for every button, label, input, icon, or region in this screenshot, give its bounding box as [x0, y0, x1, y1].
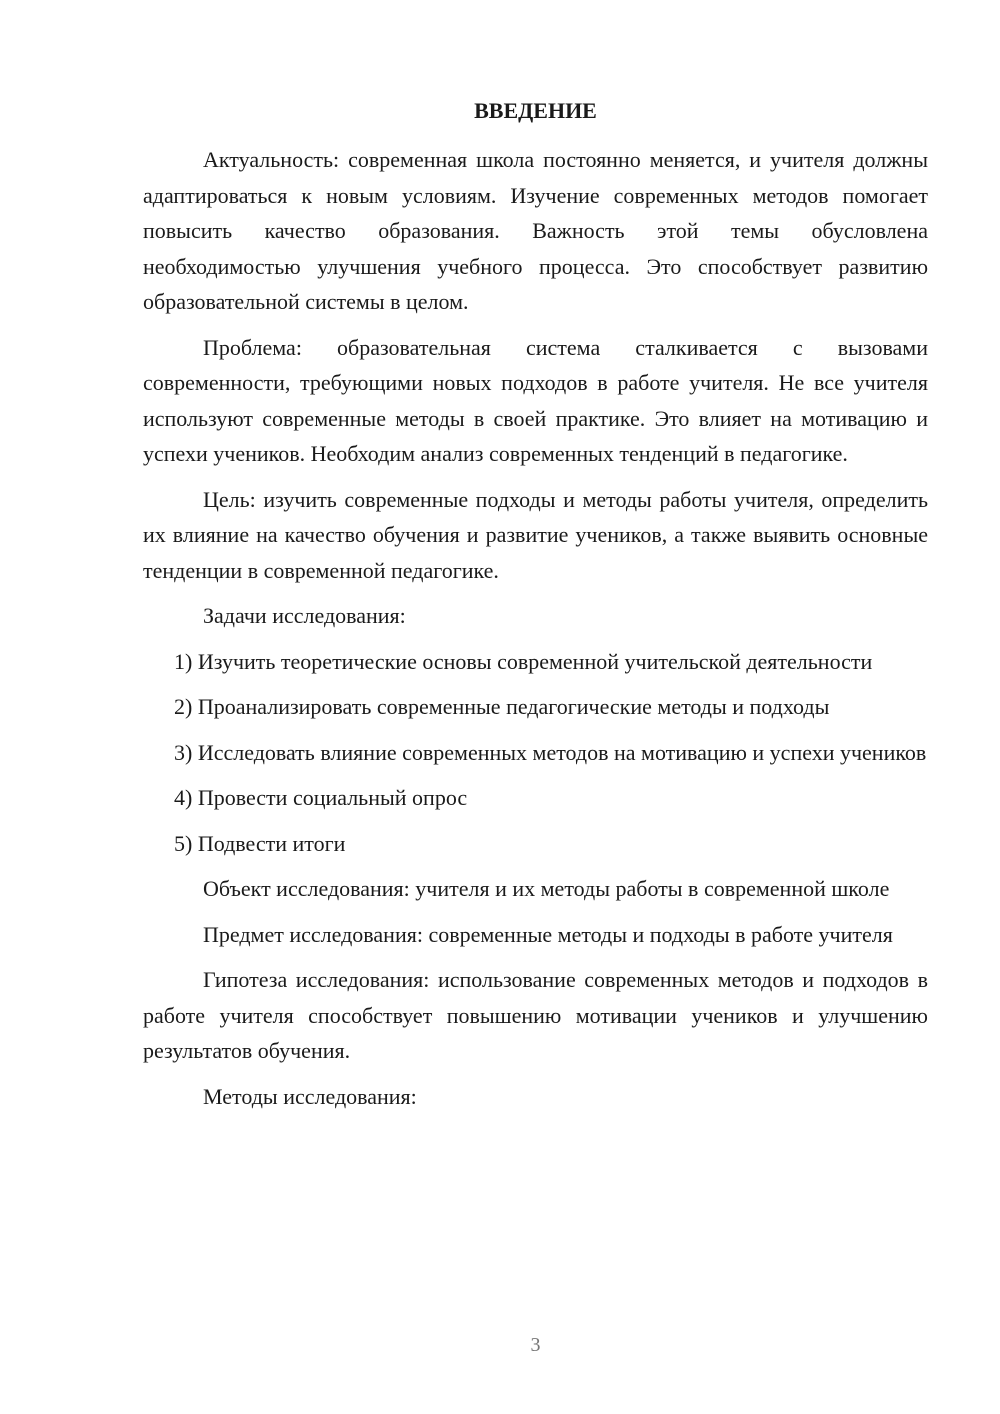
goal-paragraph: Цель: изучить современные подходы и методы работы учителя, определить их влияние на качество обучения и развитие учеников, а также выявить основные тенденции в современной педагогике. [143, 486, 928, 583]
task-item-3: 3) Исследовать влияние современных методов на мотивацию и успехи учеников [174, 739, 927, 765]
task-item-1: 1) Изучить теоретические основы современной учительской деятельности [174, 648, 873, 674]
task-item-5: 5) Подвести итоги [174, 830, 346, 856]
task-item-4: 4) Провести социальный опрос [174, 785, 468, 810]
subject-paragraph: Предмет исследования: современные методы и подходы в работе учителя [203, 921, 893, 947]
tasks-heading: Задачи исследования: [203, 603, 406, 628]
relevance-paragraph: Актуальность: современная школа постоянно меняется, и учителя должны адаптироваться к новым условиям. Изучение современных методов помогает повысить качество образования. Важность этой темы обусловлена необходимостью улучшения учебного процесса. Это способствует развитию образовательной системы в целом. [143, 147, 928, 314]
hypothesis-paragraph: Гипотеза исследования: использование современных методов и подходов в работе учителя способствует повышению мотивации учеников и улучшению результатов обучения. [143, 967, 928, 1063]
object-paragraph: Объект исследования: учителя и их методы работы в современной школе [203, 876, 890, 901]
task-item-2: 2) Проанализировать современные педагогические методы и подходы [174, 694, 830, 719]
methods-heading: Методы исследования: [203, 1083, 417, 1109]
document-page [143, 0, 928, 1414]
page-title: ВВЕДЕНИЕ [474, 98, 597, 123]
page-number: 3 [530, 1334, 541, 1356]
document-body [143, 142, 928, 1124]
problem-paragraph: Проблема: образовательная система сталкивается с вызовами современности, требующими новых подходов в работе учителя. Не все учителя используют современные методы в своей практике. Это влияет на мотивацию и успехи учеников. Необходим анализ современных тенденций в педагогике. [143, 334, 928, 466]
